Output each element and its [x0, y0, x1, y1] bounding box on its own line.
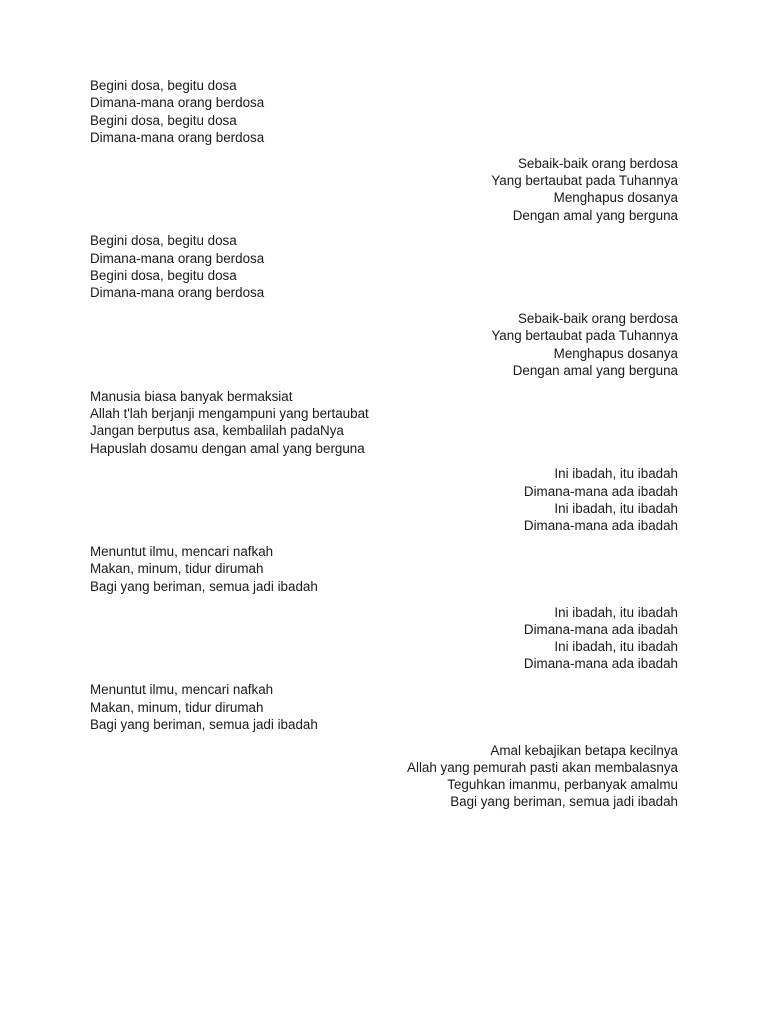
lyric-line: Manusia biasa banyak bermaksiat: [90, 388, 293, 404]
lyric-line: Begini dosa, begitu dosa: [90, 233, 237, 249]
lyric-line: Bagi yang beriman, semua jadi ibadah: [450, 794, 678, 810]
lyric-line: Dimana-mana orang berdosa: [90, 129, 265, 145]
stanza: [90, 232, 678, 301]
lyric-line: Allah yang pemurah pasti akan membalasnya: [407, 759, 678, 775]
lyric-line: Dengan amal yang berguna: [512, 362, 678, 378]
lyric-line: Dimana-mana orang berdosa: [90, 95, 265, 111]
lyric-line: Dimana-mana ada ibadah: [523, 621, 678, 637]
lyric-line: Allah t'lah berjanji mengampuni yang bertaubat: [90, 406, 369, 422]
lyric-line: Yang bertaubat pada Tuhannya: [491, 172, 678, 188]
stanza: [90, 742, 678, 811]
lyric-line: Sebaik-baik orang berdosa: [517, 155, 678, 171]
stanza: [90, 465, 678, 534]
lyric-line: Teguhkan imanmu, perbanyak amalmu: [447, 777, 678, 793]
lyric-line: Ini ibadah, itu ibadah: [554, 466, 678, 482]
lyric-line: Menghapus dosanya: [553, 345, 678, 361]
lyric-line: Dimana-mana ada ibadah: [523, 518, 678, 534]
lyric-line: Dimana-mana ada ibadah: [523, 483, 678, 499]
lyric-line: Bagi yang beriman, semua jadi ibadah: [90, 716, 318, 732]
lyric-line: Dimana-mana orang berdosa: [90, 250, 265, 266]
stanza: [90, 543, 678, 595]
lyric-line: Sebaik-baik orang berdosa: [517, 311, 678, 327]
lyric-line: Bagi yang beriman, semua jadi ibadah: [90, 578, 318, 594]
lyric-line: Makan, minum, tidur dirumah: [90, 699, 264, 715]
stanza: [90, 155, 678, 224]
lyric-line: Ini ibadah, itu ibadah: [554, 639, 678, 655]
lyric-line: Ini ibadah, itu ibadah: [554, 604, 678, 620]
lyric-line: Jangan berputus asa, kembalilah padaNya: [90, 423, 344, 439]
lyric-line: Dimana-mana orang berdosa: [90, 285, 265, 301]
lyric-line: Dimana-mana ada ibadah: [523, 656, 678, 672]
lyric-line: Menghapus dosanya: [553, 190, 678, 206]
stanza: [90, 681, 678, 733]
stanza: [90, 604, 678, 673]
lyric-line: Menuntut ilmu, mencari nafkah: [90, 544, 274, 560]
lyrics-page: [90, 77, 678, 819]
stanza: [90, 388, 678, 457]
lyric-line: Begini dosa, begitu dosa: [90, 78, 237, 93]
lyric-line: Amal kebajikan betapa kecilnya: [490, 742, 678, 758]
lyric-line: Begini dosa, begitu dosa: [90, 112, 237, 128]
stanza: [90, 310, 678, 379]
lyric-line: Makan, minum, tidur dirumah: [90, 561, 264, 577]
lyric-line: Yang bertaubat pada Tuhannya: [491, 328, 678, 344]
lyric-line: Dengan amal yang berguna: [512, 207, 678, 223]
lyric-line: Ini ibadah, itu ibadah: [554, 501, 678, 517]
lyric-line: Begini dosa, begitu dosa: [90, 267, 237, 283]
lyric-line: Menuntut ilmu, mencari nafkah: [90, 682, 274, 698]
stanza: [90, 77, 678, 146]
lyric-line: Hapuslah dosamu dengan amal yang berguna: [90, 440, 365, 456]
